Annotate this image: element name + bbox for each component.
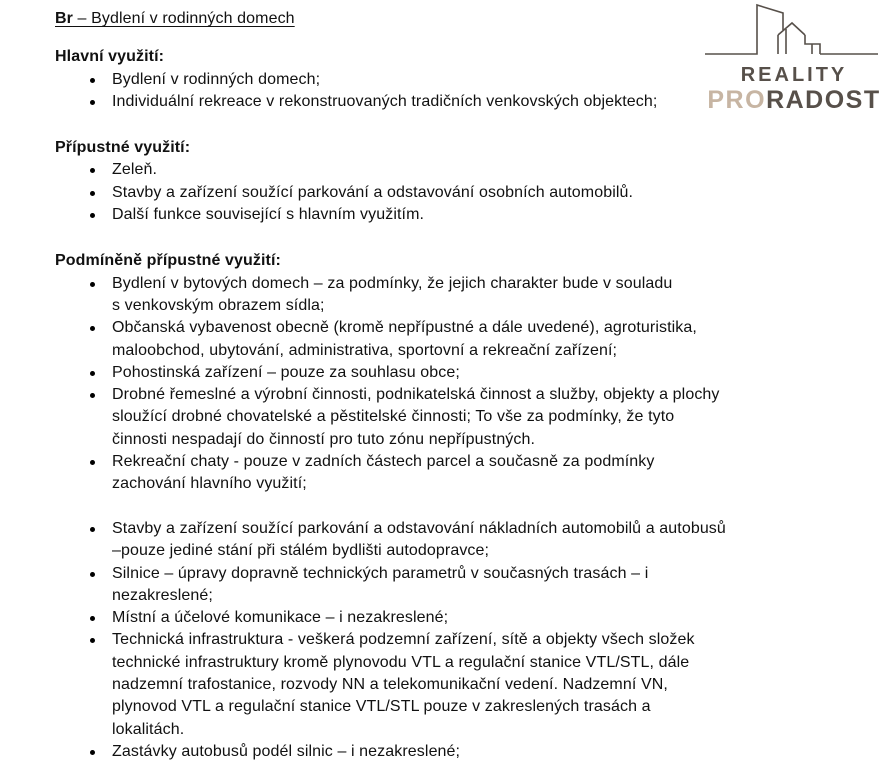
list-item-line: Občanská vybavenost obecně (kromě nepřípustné a dále uvedené), agroturistika, — [112, 319, 697, 337]
list-item-line: Rekreační chaty - pouze v zadních částech parcel a současně za podmínky — [112, 453, 655, 471]
section-heading: Podmíněně přípustné využití: — [55, 252, 281, 270]
zone-name: – Bydlení v rodinných domech — [72, 10, 295, 27]
list-item-line: –pouze jediné stání při stálém bydlišti autodopravce; — [112, 542, 490, 560]
list-item-line: plynovod VTL a regulační stanice VTL/STL pouze v zakreslených trasách a — [112, 698, 651, 716]
list-item-line: nadzemní trafostanice, rozvody NN a telekomunikační vedení. Nadzemní VN, — [112, 676, 668, 694]
list-item — [55, 384, 855, 451]
list-item-line: Místní a účelové komunikace – i nezakreslené; — [112, 609, 449, 627]
list-item-line: činnosti nespadají do činností pro tuto zónu nepřípustných. — [112, 430, 536, 448]
list-item-line: Zastávky autobusů podél silnic – i nezakreslené; — [112, 742, 461, 760]
list-item-line: Pohostinská zařízení – pouze za souhlasu obce; — [112, 363, 460, 381]
list-item-line: zachování hlavního využití; — [112, 475, 307, 493]
list-item — [55, 518, 855, 563]
list-item-line: Zeleň. — [112, 161, 158, 179]
logo-text-pro: PRO — [707, 86, 767, 114]
list-item-line: Bydlení v bytových domech – za podmínky, že jejich charakter bude v souladu — [112, 274, 673, 292]
list-item — [55, 91, 855, 113]
bullet-list — [55, 159, 855, 226]
list-item-line: technické infrastruktury kromě plynovodu VTL a regulační stanice VTL/STL, dále — [112, 653, 690, 671]
list-item-line: Stavby a zařízení soužící parkování a odstavování osobních automobilů. — [112, 183, 634, 201]
list-item-line: s venkovským obrazem sídla; — [112, 296, 325, 314]
sections-container — [55, 46, 855, 762]
list-item-line: sloužící drobné chovatelské a pěstitelské činnosti; To vše za podmínky, že tyto — [112, 408, 675, 426]
logo-text-radost: RADOST — [766, 86, 881, 114]
list-item-line: Bydlení v rodinných domech; — [112, 70, 321, 88]
list-item-line: Stavby a zařízení soužící parkování a odstavování nákladních automobilů a autobusů — [112, 519, 726, 537]
list-item — [55, 629, 855, 740]
bullet-list — [55, 69, 855, 114]
list-item-line: maloobchod, ubytování, administrativa, sportovní a rekreační zařízení; — [112, 341, 618, 359]
list-item-line: Individuální rekreace v rekonstruovaných tradičních venkovských objektech; — [112, 92, 658, 110]
list-item-line: Drobné řemeslné a výrobní činnosti, podnikatelská činnost a služby, objekty a plochy — [112, 386, 720, 404]
list-item — [55, 273, 855, 318]
list-item-line: lokalitách. — [112, 720, 185, 738]
bullet-list — [55, 273, 855, 762]
list-item — [55, 159, 855, 181]
section-heading: Hlavní využití: — [55, 48, 165, 66]
list-item-line: Technická infrastruktura - veškerá podzemní zařízení, sítě a objekty všech složek — [112, 631, 695, 649]
list-item — [55, 69, 855, 91]
list-item — [55, 362, 855, 384]
zone-code: Br — [55, 10, 73, 27]
page-title — [55, 8, 855, 30]
logo-text-reality: REALITY — [740, 64, 848, 86]
document-page — [55, 8, 855, 762]
list-item — [55, 317, 855, 362]
list-item-line: Další funkce související s hlavním využitím. — [112, 206, 425, 224]
list-item — [55, 741, 855, 762]
list-item — [55, 563, 855, 608]
list-item-line: nezakreslené; — [112, 586, 213, 604]
list-item-line: Silnice – úpravy dopravně technických parametrů v současných trasách – i — [112, 564, 649, 582]
list-item — [55, 204, 855, 226]
list-item — [55, 451, 855, 496]
list-item — [55, 182, 855, 204]
section-heading: Přípustné využití: — [55, 139, 191, 157]
list-item — [55, 607, 855, 629]
